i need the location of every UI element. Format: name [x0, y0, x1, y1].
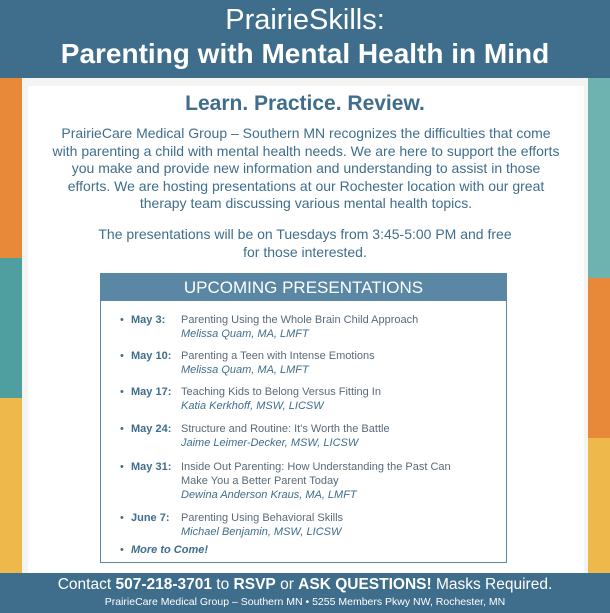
contact-or: or: [275, 576, 299, 593]
presentation-presenter: Melissa Quam, MA, LMFT: [181, 328, 309, 340]
presentation-presenter: Jaime Leimer-Decker, MSW, LICSW: [181, 437, 359, 449]
presentation-presenter: Michael Benjamin, MSW, LICSW: [181, 526, 342, 538]
bullet-icon: •: [120, 386, 124, 398]
phone-number[interactable]: 507-218-3701: [115, 576, 212, 593]
rsvp-text: RSVP: [233, 576, 276, 593]
ask-questions-text: ASK QUESTIONS!: [298, 576, 432, 593]
schedule-paragraph: The presentations will be on Tuesdays from 3:45-5:00 PM and free for those interested.: [98, 226, 512, 260]
presentation-date: May 31:: [131, 461, 172, 473]
presentation-title-continued: Make You a Better Parent Today: [181, 475, 339, 487]
contact-line: [0, 573, 610, 595]
footer-banner: [0, 573, 610, 613]
presentations-box: [100, 273, 507, 563]
right-orange-strip: [588, 278, 610, 438]
right-yellow-strip: [588, 438, 610, 573]
left-teal-strip: [0, 258, 22, 398]
presentation-title: Parenting Using the Whole Brain Child Approach: [181, 314, 419, 326]
presentation-title: Parenting Using Behavioral Skills: [181, 512, 344, 524]
masks-required-text: Masks Required.: [431, 576, 553, 593]
presentation-title: Parenting a Teen with Intense Emotions: [181, 350, 375, 362]
presentation-title: Teaching Kids to Belong Versus Fitting In: [181, 386, 381, 398]
footer-address: PrairieCare Medical Group – Southern MN • 5255 Members Pkwy NW, Rochester, MN: [104, 596, 506, 608]
header-subtitle: Parenting with Mental Health in Mind: [60, 38, 550, 69]
presentation-date: June 7:: [131, 512, 170, 524]
presentation-presenter: Melissa Quam, MA, LMFT: [181, 364, 309, 376]
bullet-icon: •: [120, 423, 124, 435]
presentation-date: May 3:: [131, 314, 166, 326]
header-title: PrairieSkills:: [225, 4, 385, 36]
contact-to: to: [212, 576, 234, 593]
bullet-icon: •: [120, 314, 124, 326]
intro-paragraph: PrairieCare Medical Group – Southern MN recognizes the difficulties that come with parenting a child with mental health needs. We are here to support the efforts you make and provide new information and understanding to assist in those efforts. We are hosting presentations at our Rochester location with our great therapy team discussing various mental health topics.: [52, 125, 560, 211]
presentation-title: Inside Out Parenting: How Understanding the Past Can: [181, 461, 451, 473]
bullet-icon: •: [120, 461, 124, 473]
presentation-date: May 10:: [131, 350, 172, 362]
left-yellow-strip: [0, 398, 22, 573]
header-banner: [0, 0, 610, 78]
presentation-presenter: Katia Kerkhoff, MSW, LICSW: [181, 400, 324, 412]
bullet-icon: •: [120, 512, 124, 524]
presentation-date: May 24:: [131, 423, 172, 435]
presentations-heading: UPCOMING PRESENTATIONS: [101, 274, 506, 301]
bullet-icon: •: [120, 350, 124, 362]
bullet-icon: •: [120, 544, 124, 556]
more-to-come: More to Come!: [131, 544, 208, 556]
contact-prefix: Contact: [57, 576, 116, 593]
presentation-title: Structure and Routine: It's Worth the Battle: [181, 423, 390, 435]
presentation-date: May 17:: [131, 386, 172, 398]
tagline: Learn. Practice. Review.: [185, 92, 425, 115]
presentation-presenter: Dewina Anderson Kraus, MA, LMFT: [181, 489, 357, 501]
